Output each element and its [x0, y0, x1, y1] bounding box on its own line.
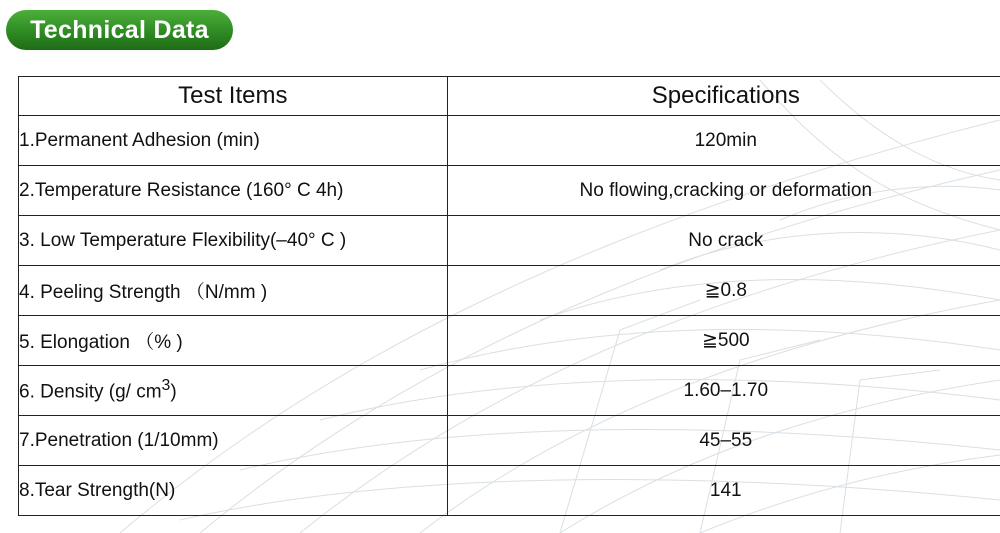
spec-cell: ≧500: [447, 316, 1000, 366]
table-row: [19, 416, 1000, 466]
spec-cell: No flowing,cracking or deformation: [447, 166, 1000, 216]
spec-cell: No crack: [447, 216, 1000, 266]
test-item-cell: 4. Peeling Strength （N/mm ): [19, 266, 448, 316]
section-title: Technical Data: [6, 10, 233, 50]
test-item-cell: 7.Penetration (1/10mm): [19, 416, 448, 466]
density-label-end: ): [170, 381, 177, 403]
test-item-cell: 8.Tear Strength(N): [19, 466, 448, 516]
column-header-specifications: Specifications: [447, 77, 1000, 116]
test-item-cell: 2.Temperature Resistance (160° C 4h): [19, 166, 448, 216]
density-label: 6. Density (g/ cm: [19, 381, 162, 403]
spec-cell: 45–55: [447, 416, 1000, 466]
table-header-row: [19, 77, 1000, 116]
table-row: [19, 366, 1000, 416]
spec-cell: 1.60–1.70: [447, 366, 1000, 416]
spec-cell: 120min: [447, 116, 1000, 166]
test-item-cell: 3. Low Temperature Flexibility(–40° C ): [19, 216, 448, 266]
table-row: [19, 216, 1000, 266]
test-item-cell: 1.Permanent Adhesion (min): [19, 116, 448, 166]
test-item-cell: 5. Elongation （% ): [19, 316, 448, 366]
table-row: [19, 266, 1000, 316]
table-row: [19, 166, 1000, 216]
test-item-cell: [19, 366, 448, 416]
spec-cell: ≧0.8: [447, 266, 1000, 316]
technical-data-table: [18, 76, 1000, 516]
density-exponent: 3: [161, 377, 171, 395]
column-header-test-items: Test Items: [19, 77, 448, 116]
table-row: [19, 466, 1000, 516]
table-row: [19, 116, 1000, 166]
spec-cell: 141: [447, 466, 1000, 516]
table-row: [19, 316, 1000, 366]
